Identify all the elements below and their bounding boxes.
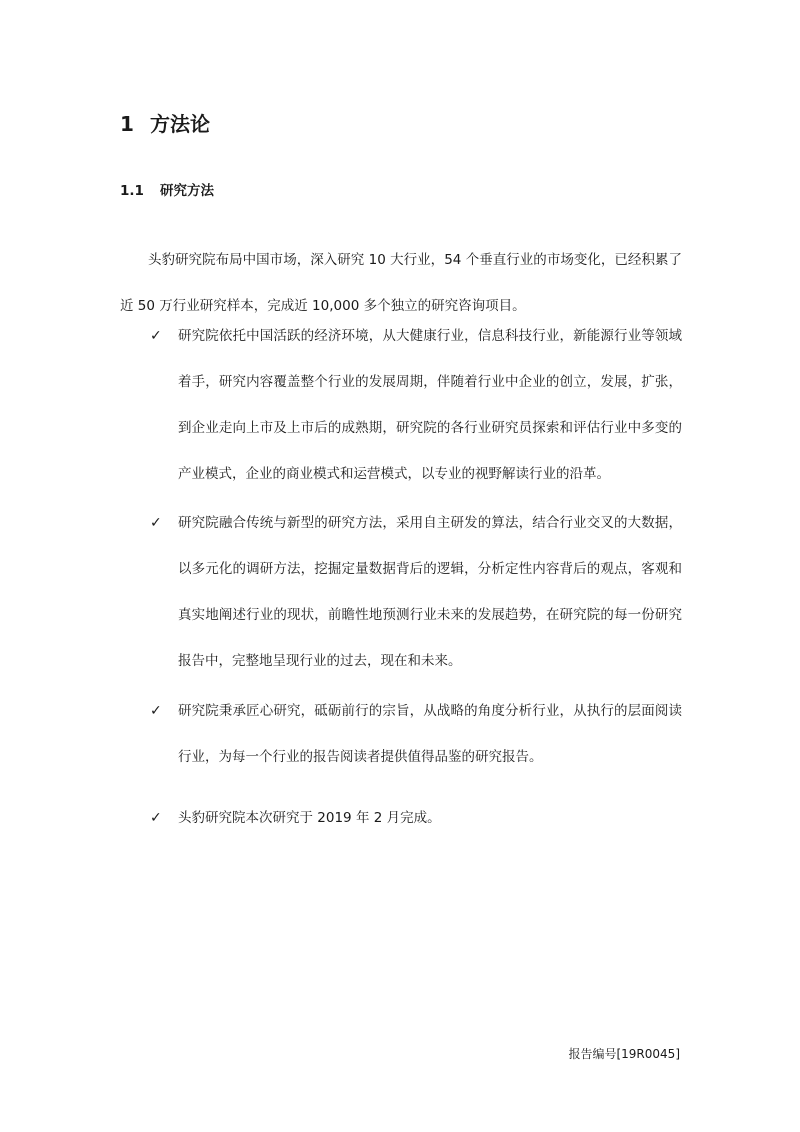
- bullet-text: 头豹研究院本次研究于 2019 年 2 月完成。: [178, 810, 441, 826]
- bullet-item: [150, 500, 682, 684]
- bullet-item: [150, 795, 682, 841]
- bullet-item: [150, 313, 682, 497]
- section-title: 方法论: [150, 112, 210, 136]
- checkmark-icon: ✓: [150, 810, 162, 826]
- report-number: 报告编号[19R0045]: [568, 1047, 680, 1061]
- subsection-heading: [120, 180, 214, 202]
- checkmark-icon: ✓: [150, 703, 162, 719]
- bullet-text: 研究院依托中国活跃的经济环境，从大健康行业，信息科技行业，新能源行业等领域着手，研究内容覆盖整个行业的发展周期，伴随着行业中企业的创立，发展，扩张，到企业走向上市及上市后的成熟期，研究院的各行业研究员探索和评估行业中多变的产业模式，企业的商业模式和运营模式，以专业的视野解读行业的沿革。: [178, 328, 682, 482]
- checkmark-icon: ✓: [150, 328, 162, 344]
- bullet-item: [150, 688, 682, 780]
- bullet-text: 研究院融合传统与新型的研究方法，采用自主研发的算法，结合行业交叉的大数据，以多元化的调研方法，挖掘定量数据背后的逻辑，分析定性内容背后的观点，客观和真实地阐述行业的现状，前瞻性地预测行业未来的发展趋势，在研究院的每一份研究报告中，完整地呈现行业的过去，现在和未来。: [178, 515, 682, 669]
- subsection-number: 1.1: [120, 183, 144, 199]
- section-heading: [120, 110, 210, 138]
- bullet-text: 研究院秉承匠心研究，砥砺前行的宗旨，从战略的角度分析行业，从执行的层面阅读行业，为每一个行业的报告阅读者提供值得品鉴的研究报告。: [178, 703, 682, 765]
- intro-paragraph: 头豹研究院布局中国市场，深入研究 10 大行业，54 个垂直行业的市场变化，已经积累了近 50 万行业研究样本，完成近 10,000 多个独立的研究咨询项目。: [120, 252, 682, 314]
- subsection-title: 研究方法: [160, 183, 214, 199]
- section-number: 1: [120, 112, 134, 136]
- checkmark-icon: ✓: [150, 515, 162, 531]
